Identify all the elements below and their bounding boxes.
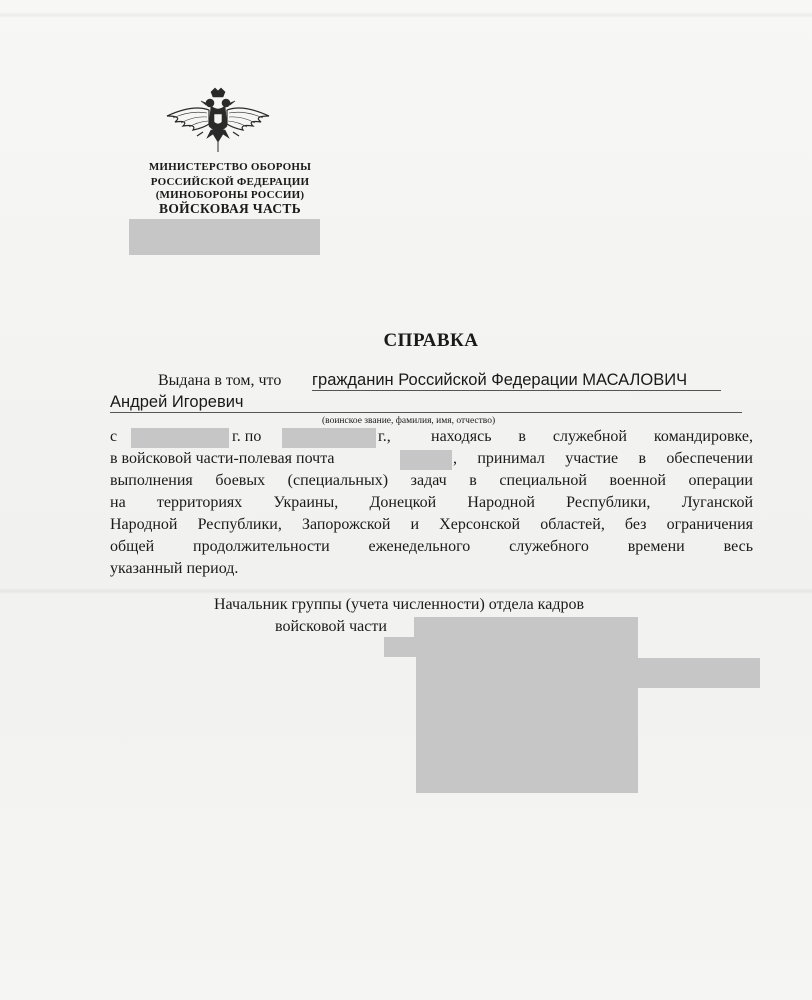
- handwritten-citizen-name: гражданин Российской Федерации МАСАЛОВИЧ: [312, 371, 688, 389]
- document-title: СПРАВКА: [383, 330, 479, 351]
- military-unit-label: ВОЙСКОВАЯ ЧАСТЬ: [159, 201, 301, 216]
- redaction-signature-name: [638, 658, 760, 688]
- redaction-start-date: [131, 428, 229, 448]
- redaction-signature-rank: [384, 637, 638, 657]
- body-text: с: [110, 428, 118, 445]
- underline: [110, 412, 742, 413]
- signature-unit: войсковой части: [275, 618, 387, 635]
- ministry-line-3: (МИНОБОРОНЫ РОССИИ): [155, 189, 305, 201]
- body-text: г.,: [378, 428, 391, 445]
- body-text: указанный период.: [110, 560, 239, 577]
- underline: [312, 390, 721, 391]
- body-text: Народной Республики, Запорожской и Херсонской областей, без ограничения: [110, 516, 753, 533]
- body-text: общей продолжительности еженедельного служебного времени весь: [110, 538, 753, 555]
- body-text: , принимал участие в обеспечении: [453, 450, 753, 467]
- redaction-field-post: [400, 450, 452, 470]
- paper-fold: [0, 588, 812, 594]
- paper-fold: [0, 12, 812, 18]
- body-text: находясь в служебной командировке,: [431, 428, 753, 445]
- field-caption: (воинское звание, фамилия, имя, отчество): [322, 416, 496, 426]
- body-text: в войсковой части-полевая почта: [110, 450, 335, 467]
- redaction-unit-number: [129, 219, 320, 255]
- intro-prefix: Выдана в том, что: [158, 372, 282, 389]
- redaction-end-date: [282, 428, 376, 448]
- ministry-line-2: РОССИЙСКОЙ ФЕДЕРАЦИИ: [150, 176, 310, 188]
- redaction-signature-stamp: [416, 657, 638, 793]
- body-text: г. по: [232, 428, 262, 445]
- body-text: на территориях Украины, Донецкой Народной Республики, Луганской: [110, 494, 753, 511]
- double-headed-eagle-emblem-icon: [163, 86, 273, 156]
- body-text: выполнения боевых (специальных) задач в специальной военной операции: [110, 472, 753, 489]
- ministry-line-1: МИНИСТЕРСТВО ОБОРОНЫ: [148, 161, 312, 173]
- handwritten-given-names: Андрей Игоревич: [110, 393, 244, 411]
- signature-position: Начальник группы (учета численности) отдела кадров: [214, 596, 585, 613]
